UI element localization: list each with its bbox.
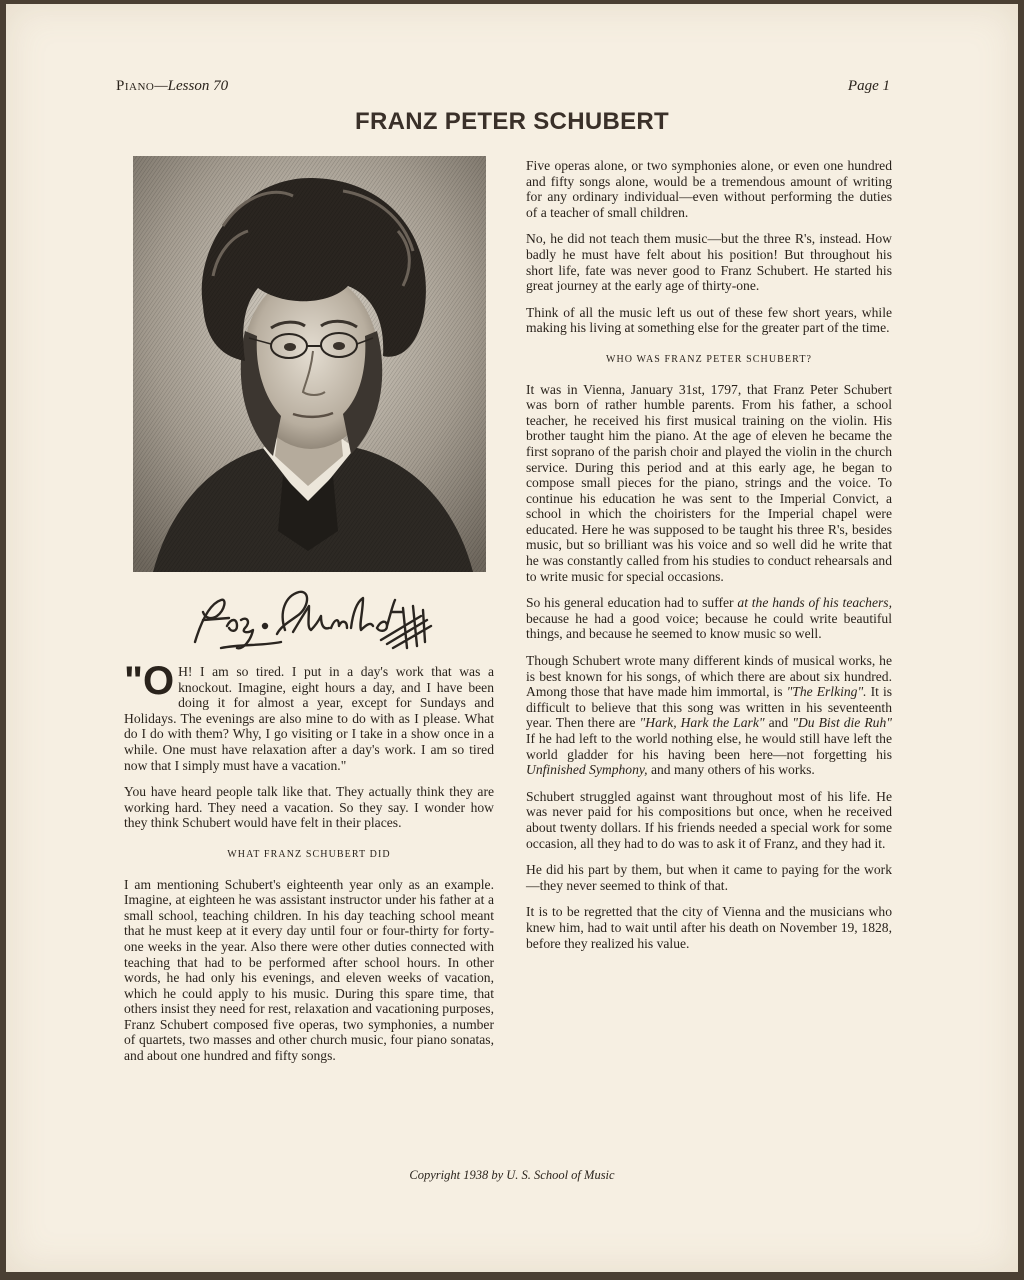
paragraph: It was in Vienna, January 31st, 1797, that Franz Peter Schubert was born of rather humble parents. From his father, a school teacher, he received his first musical training on the violin. His brother taught him the piano. At the age of eleven he became the first soprano of the parish choir and played the violin in the church service. During this period and at this early age, he began to compose small pieces for the piano, strings and the voice. To continue his education he was sent to the Imperial Convict, a school in which the choiristers for the Imperial chapel were educated. Here he was supposed to be taught his three R's, besides music, but so brilliant was his voice and so well did he write that he was constantly called from his studies to conduct rehearsals and to write music for special occasions. bbox=[526, 381, 892, 584]
text-run: If he had left to the world nothing else, he would still have left the world gladder for his having been here—not forgetting his bbox=[526, 731, 892, 762]
drop-cap bbox=[124, 659, 175, 703]
section-heading: WHAT FRANZ SCHUBERT DID bbox=[227, 848, 391, 860]
opening-quote-mark: " bbox=[124, 659, 143, 703]
right-column bbox=[526, 158, 892, 962]
paragraph: Think of all the music left us out of these few short years, while making his living at something else for the greater part of the time. bbox=[526, 304, 892, 336]
paragraph: No, he did not teach them music—but the three R's, instead. How badly he must have felt about his position! But throughout his short life, fate was never good to Franz Schubert. He started his great journey at the early age of thirty-one. bbox=[526, 231, 892, 294]
work-title: Unfinished Symphony, bbox=[526, 762, 648, 778]
paragraph: He did his part by them, but when it came to paying for the work—they never seemed to think of that. bbox=[526, 862, 892, 893]
song-title: "The Erlking". bbox=[786, 684, 867, 700]
paragraph: It is to be regretted that the city of Vienna and the musicians who knew him, had to wait until after his death on November 19, 1828, before they realized his value. bbox=[526, 904, 892, 951]
opening-quote-text: H! I am so tired. I put in a day's work that was a knockout. Imagine, eight hours a day, and I have been doing it for almost a year, except for Sundays and Holidays. The evenings are also mine to do with as I please. What do I do with them? Why, I go visiting or I take in a show once in a while. One must have relaxation after a day's work. I am so tired now that I simply must have a vacation." bbox=[124, 664, 494, 773]
song-title: "Du Bist die Ruh" bbox=[792, 715, 892, 731]
page-title: FRANZ PETER SCHUBERT bbox=[354, 108, 669, 135]
schubert-signature bbox=[181, 582, 441, 654]
left-column bbox=[124, 659, 494, 1075]
paragraph: Five operas alone, or two symphonies alone, or even one hundred and fifty songs alone, would be a tremendous amount of writing for any ordinary individual—even without performing the duties of a teacher of small children. bbox=[526, 158, 892, 220]
lesson-header bbox=[116, 78, 228, 95]
text-run: and many others of his works. bbox=[647, 762, 815, 778]
text-run: and bbox=[764, 715, 793, 731]
song-title: "Hark, Hark the Lark" bbox=[639, 715, 765, 731]
paragraph bbox=[526, 653, 892, 778]
section-heading: WHO WAS FRANZ PETER SCHUBERT? bbox=[605, 353, 813, 365]
page-number: Page 1 bbox=[847, 78, 890, 94]
document-page bbox=[6, 4, 1018, 1272]
opening-quote-paragraph bbox=[124, 659, 494, 773]
text-run: Though Schubert wrote many different kinds of musical works, he is best known for his songs, of which there are about six hundred. Among those that have made him immortal, is bbox=[526, 653, 892, 700]
paragraph: I am mentioning Schubert's eighteenth year only as an example. Imagine, at eighteen he was assistant instructor under his father at a small school, teaching children. In his day teaching school meant that he must keep at it every day until four or four-thirty for forty-one weeks in the year. Also there were other duties connected with teaching that had to be performed after school hours. In other words, he had only his evenings, and eleven weeks of vacation, which he could apply to his music. During this spare time, that others insist they need for rest, relaxation and vacationing purposes, Franz Schubert composed five operas, two symphonies, a number of quartets, two masses and other church music, four piano sonatas, and about one hundred and fifty songs. bbox=[124, 876, 494, 1064]
text-run: So his general education had to suffer bbox=[526, 595, 738, 611]
subject-label: Piano bbox=[116, 78, 155, 94]
schubert-portrait bbox=[133, 156, 486, 572]
emphasis-text: at the hands of his teachers, bbox=[737, 595, 892, 611]
text-run: It is difficult to believe that this song was written in his seventeenth year. Then there are bbox=[526, 684, 893, 731]
paragraph: You have heard people talk like that. They actually think they are working hard. They need a vacation. So they say. I wonder how they think Schubert would have felt in their places. bbox=[124, 784, 494, 831]
drop-cap-letter: O bbox=[142, 659, 175, 703]
lesson-label: —Lesson 70 bbox=[154, 78, 229, 94]
paragraph bbox=[526, 595, 892, 642]
text-run: because he had a good voice; because he could write beautiful things, and because he seemed to know music so well. bbox=[526, 610, 892, 642]
copyright-footer: Copyright 1938 by U. S. School of Music bbox=[409, 1168, 615, 1182]
paragraph: Schubert struggled against want throughout most of his life. He was never paid for his compositions but once, when he received about twenty dollars. If his friends needed a special work for some occasion, all they had to do was to ask it of Franz, and they had it. bbox=[526, 788, 892, 851]
